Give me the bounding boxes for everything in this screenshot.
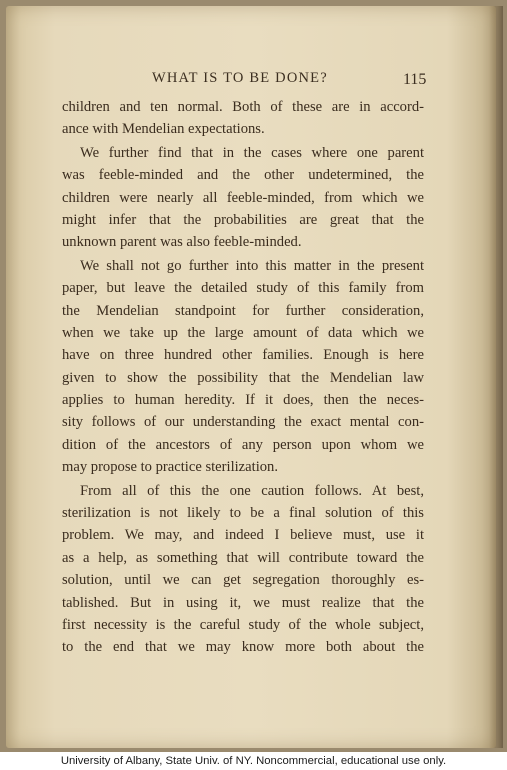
text-line: was feeble-minded and the other undetermined, the — [62, 167, 424, 184]
page-header — [0, 70, 507, 94]
text-line: to the end that we may know more both about the — [62, 639, 424, 656]
page-edge-shadow — [489, 6, 503, 748]
text-line: problem. We may, and indeed I believe must, use it — [62, 527, 424, 544]
paragraph — [62, 142, 424, 254]
running-head: WHAT IS TO BE DONE? — [152, 70, 328, 86]
page-number: 115 — [403, 71, 427, 88]
text-line: as a help, as something that will contribute toward the — [62, 549, 424, 566]
text-line: unknown parent was also feeble-minded. — [62, 234, 302, 251]
text-line: have on three hundred other families. Enough is here — [62, 347, 424, 364]
text-line: children and ten normal. Both of these are in accord- — [62, 99, 424, 115]
text-line: dition of the ancestors of any person upon whom we — [62, 436, 424, 453]
text-line: sterilization is not likely to be a final solution of this — [62, 505, 424, 522]
text-line: paper, but leave the detailed study of this family from — [62, 280, 424, 297]
text-line: children were nearly all feeble-minded, from which we — [62, 189, 424, 206]
text-line: ance with Mendelian expectations. — [62, 121, 265, 138]
paragraph — [62, 96, 424, 141]
paragraph — [62, 480, 424, 659]
text-line: when we take up the large amount of data which we — [62, 324, 424, 341]
text-line: We shall not go further into this matter in the present — [80, 257, 424, 274]
text-line: tablished. But in using it, we must realize that the — [62, 594, 424, 611]
text-line: sity follows of our understanding the exact mental con- — [62, 414, 424, 431]
text-line: given to show the possibility that the Mendelian law — [62, 369, 424, 386]
text-line: may propose to practice sterilization. — [62, 459, 278, 476]
body-text — [62, 96, 424, 659]
text-line: might infer that the probabilities are great that the — [62, 211, 424, 228]
paragraph — [62, 255, 424, 479]
text-line: the Mendelian standpoint for further consideration, — [62, 302, 424, 319]
text-line: We further find that in the cases where one parent — [80, 144, 424, 161]
usage-credit-footer: University of Albany, State Univ. of NY. Noncommercial, educational use only. — [0, 752, 507, 770]
text-line: first necessity is the careful study of the whole subject, — [62, 616, 424, 633]
text-line: solution, until we can get segregation thoroughly es- — [62, 572, 424, 589]
text-line: From all of this the one caution follows. At best, — [80, 482, 424, 499]
text-line: applies to human heredity. If it does, then the neces- — [62, 392, 424, 409]
